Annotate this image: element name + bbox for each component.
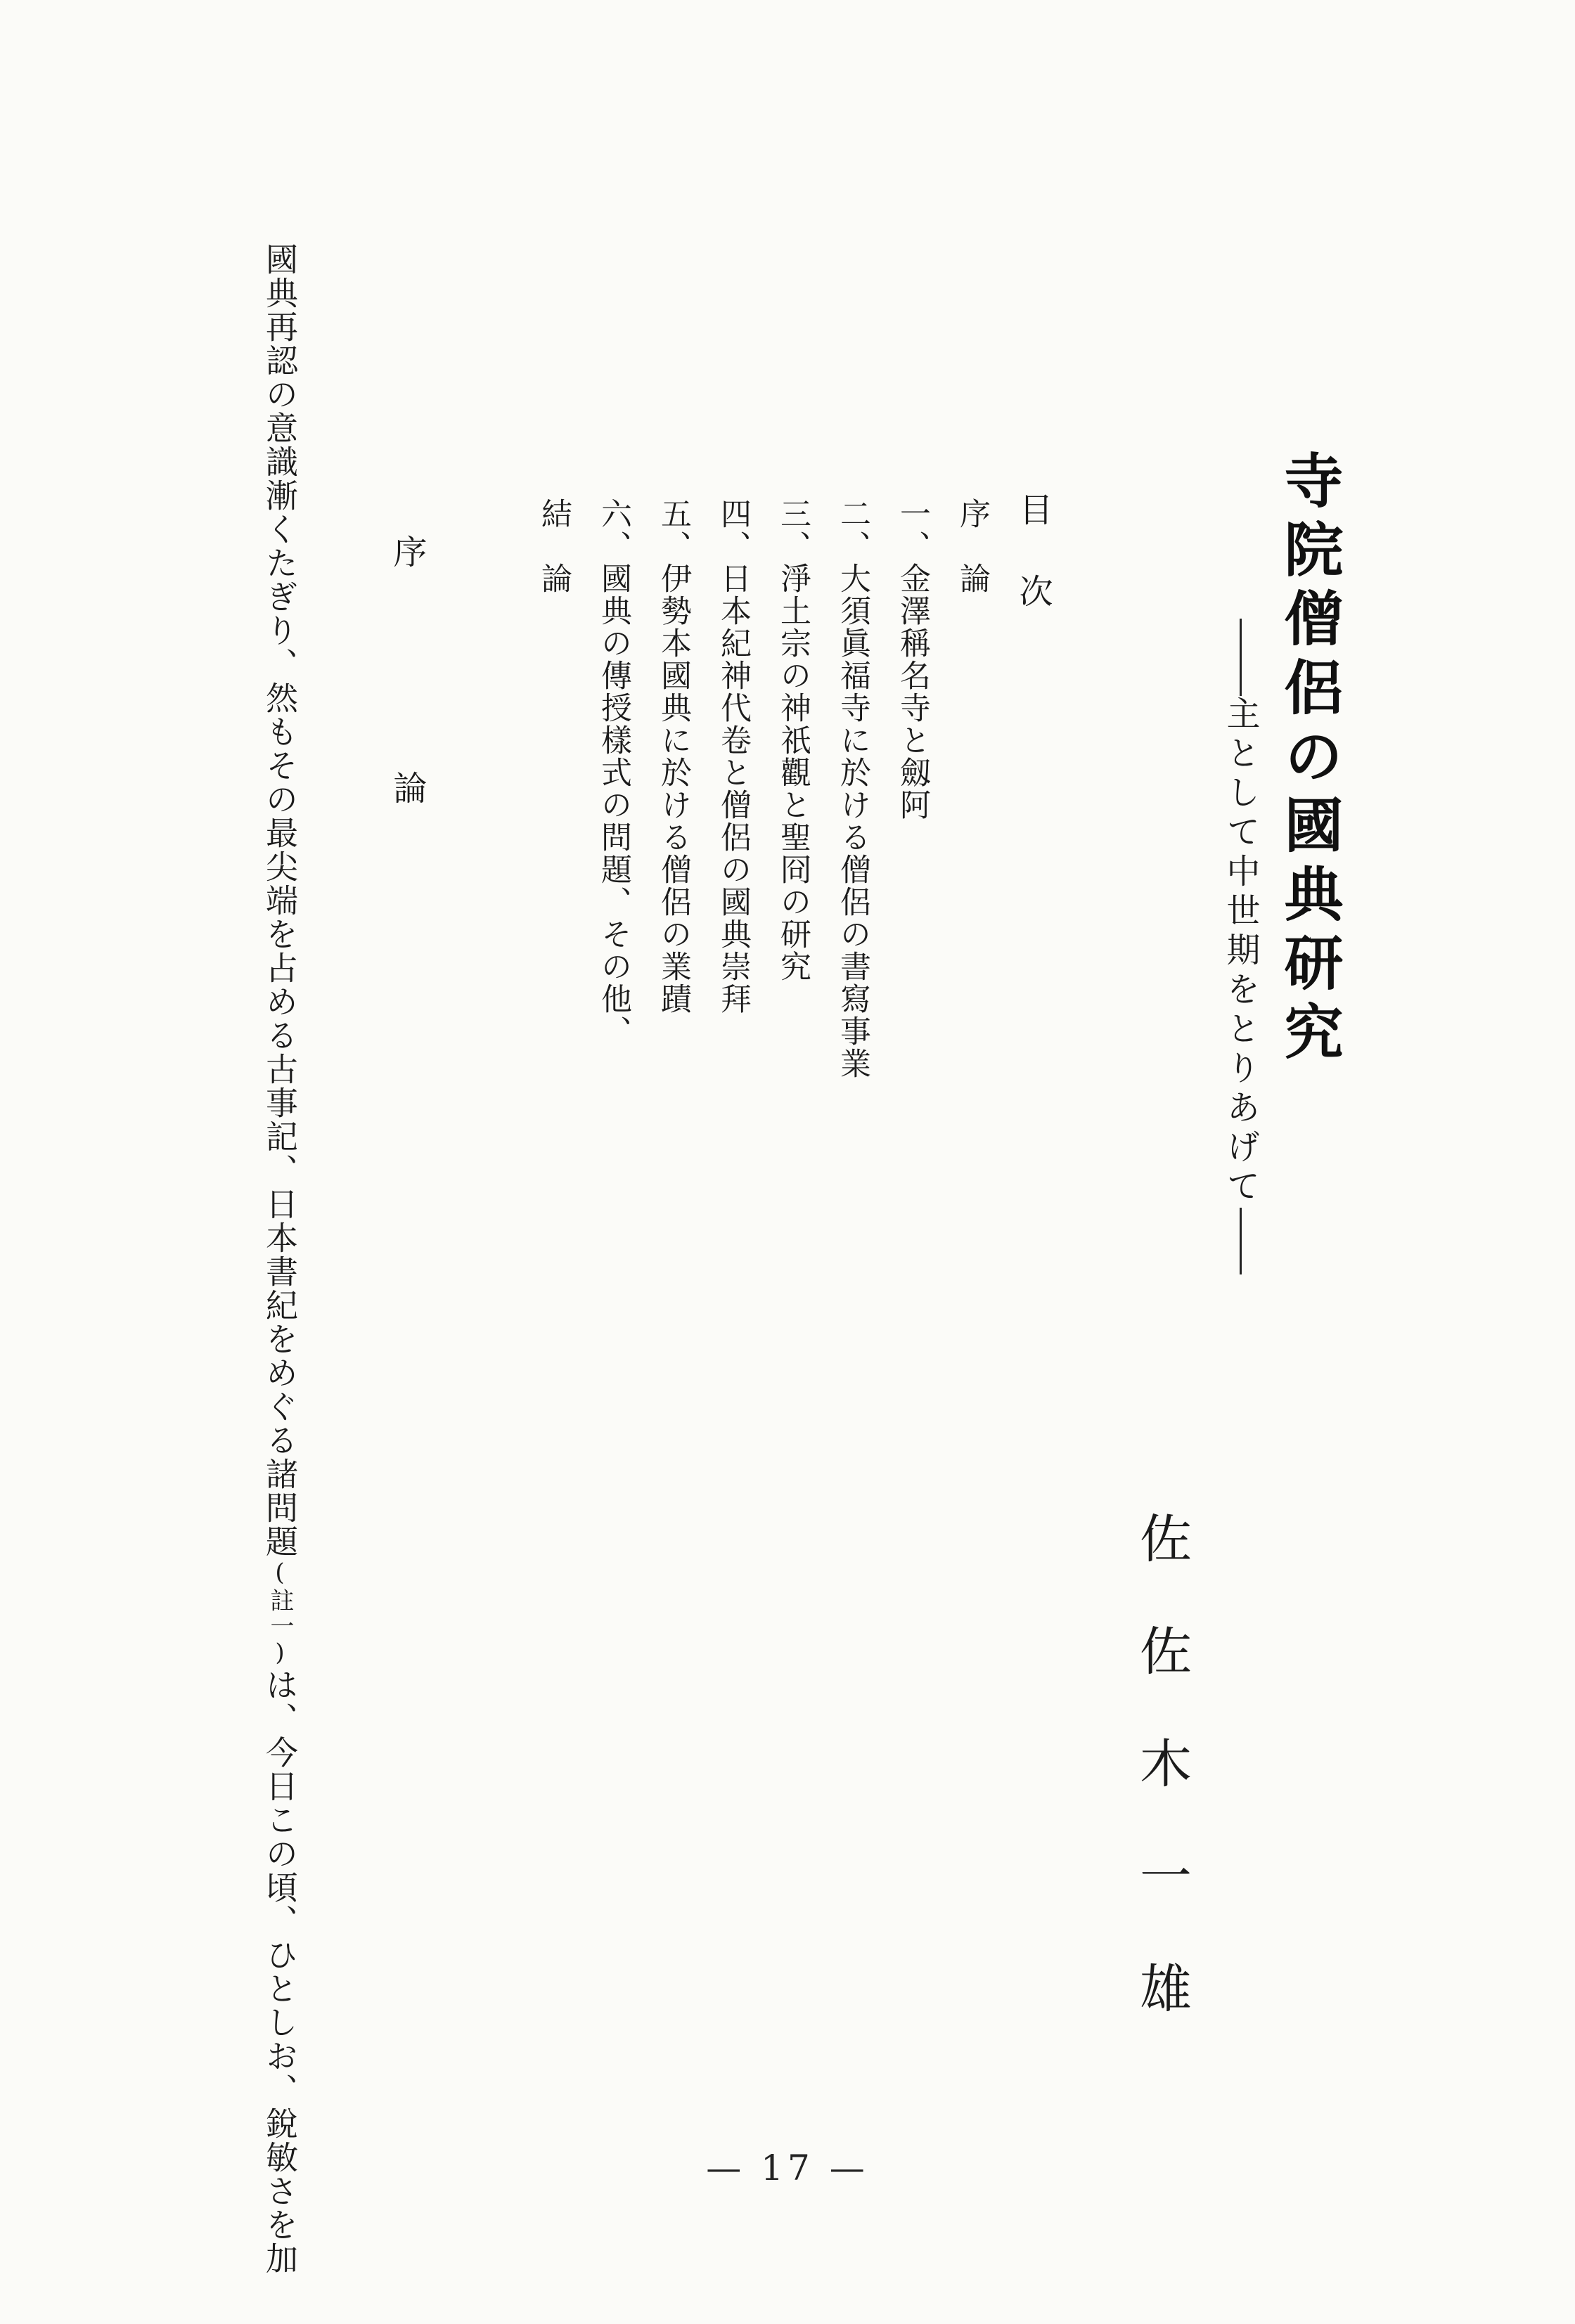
article-subtitle [1221, 619, 1260, 1274]
body-text-part1: 國典再認の意識漸くたぎり、然もその最尖端を占める古事記、日本書紀をめぐる諸問題 [261, 243, 299, 1558]
toc-item: 五、伊勢本國典に於ける僧侶の業蹟 [655, 498, 691, 1015]
author-name: 佐佐木一雄 [1131, 1511, 1192, 2074]
toc-item: 序 論 [954, 498, 990, 595]
toc-heading: 目次 [1013, 492, 1053, 655]
toc-item: 四、日本紀神代卷と僧侶の國典崇拜 [715, 498, 751, 1015]
body-text-part2: は、今日この頃、ひとしお、銳敏さを加 [261, 1668, 299, 2275]
article-title: 寺院僧侶の國典研究 [1275, 450, 1344, 1070]
body-text [261, 243, 299, 2275]
subtitle-dash-start [1240, 619, 1242, 696]
toc-item: 六、國典の傳授樣式の問題、その他、 [596, 498, 631, 1047]
toc-item: 結 論 [536, 498, 572, 595]
toc-item: 二、大須眞福寺に於ける僧侶の書寫事業 [835, 498, 870, 1080]
section-heading: 序 論 [387, 534, 427, 889]
toc-item: 三、淨土宗の神祇觀と聖冏の研究 [775, 498, 811, 983]
footnote-reference: (註一) [266, 1558, 294, 1668]
page-number: — 17 — [706, 2148, 869, 2188]
toc-item: 一、金澤稱名寺と劔阿 [894, 498, 930, 821]
subtitle-text: 主として中世期をとりあげて [1221, 696, 1260, 1208]
subtitle-dash-end [1240, 1208, 1242, 1274]
